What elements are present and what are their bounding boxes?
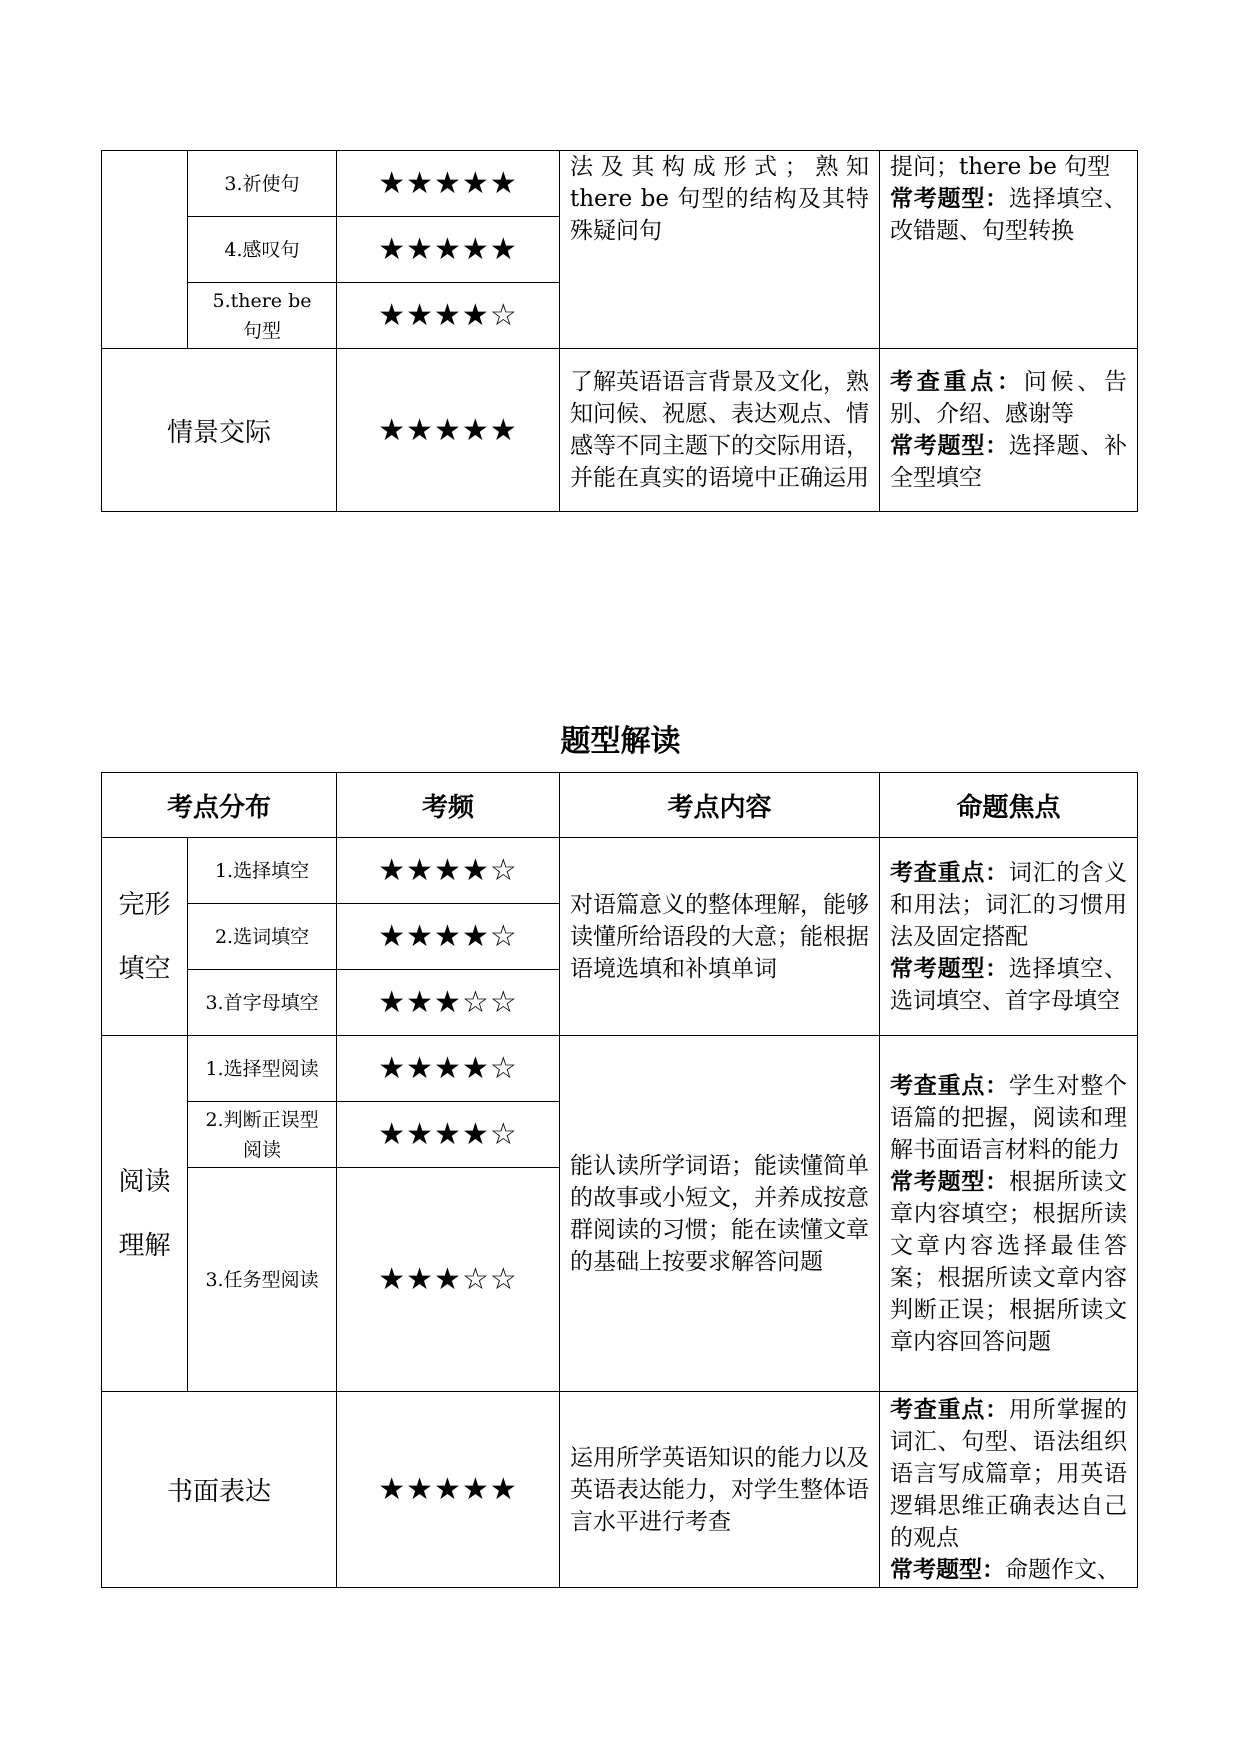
category-cell <box>102 838 188 1036</box>
focus-cell <box>880 838 1138 1036</box>
category-cell: 书面表达 <box>102 1392 337 1588</box>
subtopic-cell: 1.选择填空 <box>188 838 337 904</box>
category-line: 完形 <box>118 889 171 920</box>
focus-type-label: 常考题型： <box>890 1555 1006 1583</box>
content-cell: 运用所学英语知识的能力以及英语表达能力，对学生整体语言水平进行考查 <box>560 1392 880 1588</box>
content-cell: 能认读所学词语；能读懂简单的故事或小短文，并养成按意群阅读的习惯；能在读懂文章的基础上按要求解答问题 <box>560 1036 880 1392</box>
focus-type-text: 选择题、补全型填空 <box>890 433 1128 491</box>
section-title: 题型解读 <box>560 724 681 759</box>
header-distribution: 考点分布 <box>102 773 337 838</box>
frequency-stars: ★★★★☆ <box>337 283 560 349</box>
subtopic-cell: 5.there be 句型 <box>188 283 337 349</box>
category-line: 理解 <box>118 1230 171 1261</box>
subtopic-cell: 4.感叹句 <box>188 217 337 283</box>
frequency-stars: ★★★★☆ <box>337 838 560 904</box>
focus-key-label: 考查重点： <box>890 1395 1009 1423</box>
header-focus: 命题焦点 <box>880 773 1138 838</box>
focus-key-label: 考查重点： <box>890 1071 1009 1099</box>
focus-type-text: 命题作文、 <box>1005 1556 1121 1583</box>
category-line: 填空 <box>118 953 171 984</box>
content-cell <box>560 151 880 349</box>
focus-type-text: 根据所读文章内容填空；根据所读文章内容选择最佳答案；根据所读文章内容判断正误；根据所读文章内容回答问题 <box>890 1168 1128 1355</box>
frequency-stars: ★★★★☆ <box>337 1102 560 1168</box>
focus-type-label: 常考题型： <box>890 432 1009 459</box>
header-frequency: 考频 <box>337 773 560 838</box>
frequency-stars: ★★★★★ <box>337 217 560 283</box>
subtopic-cell: 2.选词填空 <box>188 904 337 970</box>
focus-type-label: 常考题型： <box>890 1167 1009 1195</box>
focus-type-text: 选择填空、选词填空、首字母填空 <box>890 955 1128 1014</box>
focus-key-label: 考查重点： <box>890 368 1024 395</box>
continuation-table <box>101 150 1138 512</box>
focus-key-text: 词汇的含义和用法；词汇的习惯用法及固定搭配 <box>890 859 1128 950</box>
category-cell-blank <box>102 151 188 349</box>
question-type-table <box>101 772 1138 1588</box>
category-line: 阅读 <box>118 1166 171 1197</box>
focus-key-text: 问候、告别、介绍、感谢等 <box>890 369 1127 427</box>
subtopic-cell: 3.任务型阅读 <box>188 1168 337 1392</box>
focus-cell <box>880 1036 1138 1392</box>
focus-cell <box>880 151 1138 349</box>
focus-prefix: 提问；there be 句型 <box>890 154 1111 180</box>
focus-key-text: 用所掌握的词汇、句型、语法组织语言写成篇章；用英语逻辑思维正确表达自己的观点 <box>890 1396 1128 1551</box>
subtopic-cell: 3.首字母填空 <box>188 970 337 1036</box>
frequency-stars: ★★★★☆ <box>337 1036 560 1102</box>
focus-type-text: 选择填空、改错题、句型转换 <box>890 186 1128 244</box>
category-cell <box>102 1036 188 1392</box>
category-cell: 情景交际 <box>102 349 337 512</box>
frequency-stars: ★★★★☆ <box>337 904 560 970</box>
focus-key-label: 考查重点： <box>890 858 1009 886</box>
focus-type-label: 常考题型： <box>890 954 1009 982</box>
frequency-stars: ★★★★★ <box>337 1392 560 1588</box>
frequency-stars: ★★★★★ <box>337 349 560 512</box>
frequency-stars: ★★★★★ <box>337 151 560 217</box>
focus-type-label: 常考题型： <box>890 185 1009 212</box>
focus-key-text: 学生对整个语篇的把握，阅读和理解书面语言材料的能力 <box>890 1072 1128 1163</box>
content-cell: 了解英语语言背景及文化，熟知问候、祝愿、表达观点、情感等不同主题下的交际用语，并能在真实的语境中正确运用 <box>560 349 880 512</box>
header-content: 考点内容 <box>560 773 880 838</box>
subtopic-cell: 1.选择型阅读 <box>188 1036 337 1102</box>
content-text: 法及其构成形式；熟知 there be 句型的结构及其特殊疑问句 <box>570 154 869 244</box>
subtopic-cell: 3.祈使句 <box>188 151 337 217</box>
frequency-stars: ★★★☆☆ <box>337 970 560 1036</box>
frequency-stars: ★★★☆☆ <box>337 1168 560 1392</box>
subtopic-cell: 2.判断正误型阅读 <box>188 1102 337 1168</box>
focus-cell <box>880 1392 1138 1588</box>
content-cell: 对语篇意义的整体理解，能够读懂所给语段的大意；能根据语境选填和补填单词 <box>560 838 880 1036</box>
focus-cell <box>880 349 1138 512</box>
